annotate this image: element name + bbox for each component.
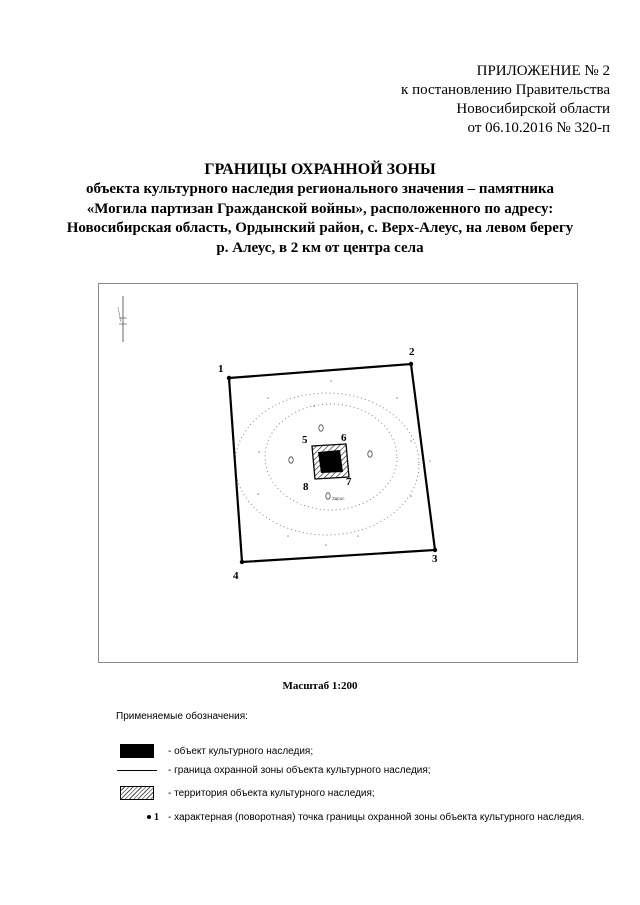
point-label: 8 [303,481,309,493]
point-dot-icon [147,815,151,819]
document-title [0,160,640,258]
map-scale: Масштаб 1:200 [282,680,358,692]
vegetation-label: Зарос [332,496,345,501]
title-heading: ГРАНИЦЫ ОХРАННОЙ ЗОНЫ [204,161,436,178]
legend-item [108,784,375,802]
appendix-resolution: к постановлению Правительства [401,82,610,98]
boundary-point [433,548,437,552]
title-line: Новосибирская область, Ордынский район, с. Верх-Алеус, на левом берегу [66,220,574,236]
point-label: 5 [302,434,308,446]
grass-mark: " [257,494,260,500]
tree-icon [326,493,330,499]
legend-title: Применяемые обозначения: [116,711,248,722]
tree-icon [368,451,372,457]
boundary-point [227,376,231,380]
heritage-object [318,450,343,473]
point-label: 7 [346,476,352,488]
territory-hatch-symbol [120,786,154,800]
legend-item [108,761,431,779]
grass-mark: " [258,452,261,458]
point-label: 4 [233,570,239,582]
grass-mark: " [287,536,290,542]
boundary-point [409,362,413,366]
appendix-region: Новосибирской области [456,101,610,117]
tree-icon [289,457,293,463]
grass-mark: " [429,461,432,467]
grass-mark: " [357,536,360,542]
boundary-point [240,560,244,564]
boundary-point-symbol [115,812,159,823]
legend-text: - граница охранной зоны объекта культурного наследия; [168,764,431,776]
grass-mark: " [267,398,270,404]
title-line: «Могила партизан Гражданской войны», расположенного по адресу: [86,200,554,217]
north-arrow-icon [118,296,127,342]
appendix-date: от 06.10.2016 № 320-п [467,120,610,136]
legend-text: - объект культурного наследия; [168,745,314,757]
legend-text: - характерная (поворотная) точка границы охранной зоны объекта культурного наследия. [168,811,585,823]
boundary-map [99,284,577,662]
legend-item [108,808,584,826]
grass-mark: " [330,381,333,387]
grass-mark: " [410,496,413,502]
appendix-header [310,62,610,138]
grass-mark: " [410,441,413,447]
point-label: 1 [218,363,224,375]
tree-icon [319,425,323,431]
boundary-line-symbol [117,770,157,771]
title-line: р. Алеус, в 2 км от центра села [216,239,424,256]
heritage-object-symbol [120,744,154,758]
title-line: объекта культурного наследия регионального значения – памятника [86,181,554,197]
map-frame [98,283,578,663]
grass-mark: " [396,398,399,404]
point-label: 3 [432,553,438,565]
point-label: 2 [409,346,415,358]
point-label: 6 [341,432,347,444]
appendix-number: ПРИЛОЖЕНИЕ № 2 [476,63,610,79]
legend-text: - территория объекта культурного наследия; [168,787,375,799]
legend-item [108,742,313,760]
point-symbol-label: 1 [154,811,159,823]
grass-mark: " [313,406,316,412]
grass-mark: " [325,545,328,551]
